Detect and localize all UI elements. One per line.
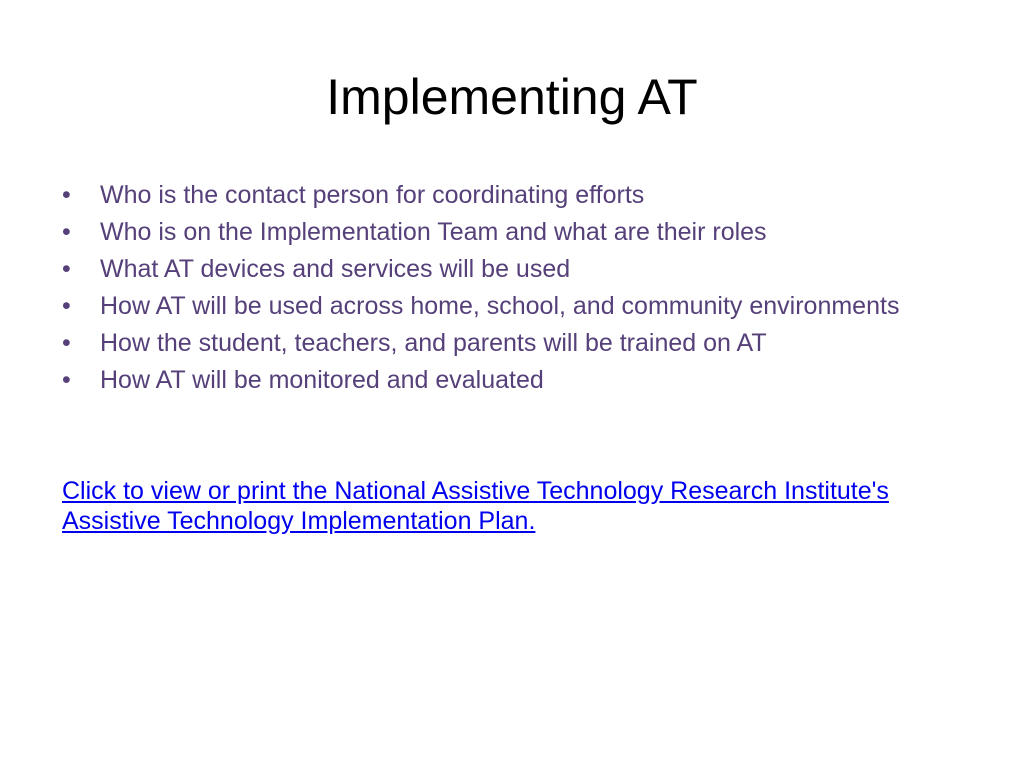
bullet-text: How AT will be monitored and evaluated <box>100 366 544 394</box>
bullet-text: Who is on the Implementation Team and what are their roles <box>100 218 767 246</box>
list-item <box>62 217 942 247</box>
implementation-plan-link[interactable]: Click to view or print the National Assistive Technology Research Institute's Assistive Technology Implementation Plan. <box>62 477 889 535</box>
bullet-icon: • <box>62 255 71 283</box>
slide-title: Implementing AT <box>326 69 698 125</box>
list-item <box>62 254 942 284</box>
bullet-icon: • <box>62 292 71 320</box>
bullet-icon: • <box>62 366 71 394</box>
list-item <box>62 365 942 395</box>
bullet-icon: • <box>62 329 71 357</box>
list-item <box>62 291 942 321</box>
bullet-text: How the student, teachers, and parents will be trained on AT <box>100 329 767 357</box>
list-item <box>62 328 942 358</box>
bullet-list <box>62 180 942 402</box>
bullet-text: Who is the contact person for coordinating efforts <box>100 181 645 209</box>
bullet-icon: • <box>62 218 71 246</box>
bullet-text: How AT will be used across home, school, and community environments <box>100 292 900 320</box>
bullet-icon: • <box>62 181 71 209</box>
implementation-plan-paragraph <box>62 476 942 536</box>
list-item <box>62 180 942 210</box>
bullet-text: What AT devices and services will be used <box>100 255 571 283</box>
